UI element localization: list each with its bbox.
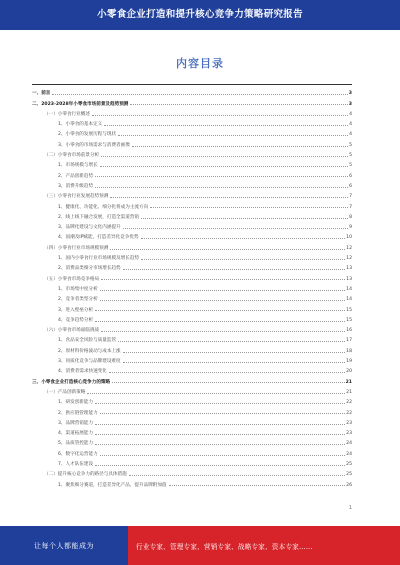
toc-leader-dots — [95, 434, 345, 435]
toc-entry[interactable] — [32, 240, 352, 250]
toc-leader-dots — [95, 176, 348, 177]
toc-entry[interactable] — [32, 313, 352, 323]
toc-leader-dots — [100, 455, 345, 456]
toc-entry[interactable] — [32, 457, 352, 467]
toc-leader-dots — [141, 238, 346, 239]
toc-entry-label: 4、渠道拓展能力 — [58, 431, 94, 437]
toc-entry[interactable] — [32, 416, 352, 426]
toc-entry-label: 一、前言 — [32, 91, 51, 97]
toc-leader-dots — [100, 290, 345, 291]
toc-entry-label: 2、线上线下融合发展，打造全渠道营销 — [58, 214, 140, 220]
toc-entry-page: 24 — [346, 451, 352, 457]
toc-entry[interactable] — [32, 292, 352, 302]
toc-leader-dots — [92, 115, 348, 116]
toc-entry-page: 5 — [349, 163, 352, 169]
toc-entry-label: 3、品牌化建设与文化内涵提升 — [58, 225, 121, 231]
toc-entry[interactable] — [32, 107, 352, 117]
toc-entry-page: 8 — [349, 214, 352, 220]
toc-leader-dots — [104, 125, 348, 126]
toc-entry-label: 1、食品安全风险与质量监管 — [58, 338, 117, 344]
toc-entry-label: 2、供应链管理能力 — [58, 410, 98, 416]
toc-leader-dots — [129, 475, 345, 476]
toc-entry-label: 1、聚焦细分赛道，打造差异化产品，提升品牌附加值 — [58, 482, 167, 488]
toc-entry[interactable] — [32, 220, 352, 230]
toc-entry[interactable] — [32, 158, 352, 168]
toc-entry-page: 14 — [346, 297, 352, 303]
toc-entry-label: 1、市场规模与增长 — [58, 163, 98, 169]
toc-entry-page: 25 — [346, 472, 352, 478]
toc-entry-label: 2、小零食的发展历程与现状 — [58, 132, 117, 138]
toc-entry[interactable] — [32, 364, 352, 374]
toc-entry[interactable] — [32, 323, 352, 333]
toc-entry[interactable] — [32, 179, 352, 189]
toc-leader-dots — [118, 135, 348, 136]
toc-entry[interactable] — [32, 261, 352, 271]
toc-entry-label: （五）小零食市场竞争格局 — [44, 276, 100, 282]
toc-entry-label: （一）产品创新策略 — [44, 389, 86, 395]
toc-entry-page: 7 — [349, 194, 352, 200]
toc-entry-page: 3 — [348, 101, 352, 107]
toc-entry-label: 1、市场集中度分析 — [58, 286, 98, 292]
toc-leader-dots — [95, 465, 345, 466]
toc-entry-page: 14 — [346, 286, 352, 292]
toc-entry[interactable] — [32, 354, 352, 364]
toc-entry-label: 1、国内小零食行业市场规模及增长趋势 — [58, 256, 140, 262]
toc-entry-label: （一）小零食行业概述 — [44, 111, 90, 117]
toc-entry[interactable] — [32, 426, 352, 436]
toc-entry-page: 12 — [346, 256, 352, 262]
toc-entry-label: （二）提升核心竞争力的路径与具体措施 — [44, 472, 127, 478]
toc-list — [32, 86, 352, 488]
report-title: 小零食企业打造和提升核心竞争力策略研究报告 — [97, 9, 303, 20]
toc-leader-dots — [123, 352, 345, 353]
toc-leader-dots — [130, 104, 347, 105]
toc-entry[interactable] — [32, 467, 352, 477]
toc-leader-dots — [95, 444, 345, 445]
toc-entry-label: （三）小零食行业发展趋势预测 — [44, 194, 109, 200]
toc-entry[interactable] — [32, 137, 352, 147]
toc-entry-label: 1、研发创新能力 — [58, 400, 94, 406]
toc-leader-dots — [52, 94, 347, 95]
toc-title: 内容目录 — [176, 57, 224, 70]
toc-entry-label: 2、竞争者类型分析 — [58, 297, 98, 303]
toc-entry-label: 二、2023-2028年小零食市场前景及趋势预测 — [32, 101, 129, 107]
toc-entry[interactable] — [32, 374, 352, 384]
toc-entry-page: 13 — [346, 266, 352, 272]
toc-leader-dots — [101, 331, 345, 332]
toc-entry-page: 23 — [346, 431, 352, 437]
toc-entry[interactable] — [32, 395, 352, 405]
toc-leader-dots — [109, 372, 345, 373]
toc-leader-dots — [101, 156, 348, 157]
toc-leader-dots — [95, 187, 348, 188]
toc-entry-label: 2、消费品类细分市场增长趋势 — [58, 266, 121, 272]
toc-leader-dots — [100, 413, 345, 414]
toc-entry-label: 4、国潮及IP赋能，打造差异化竞争优势 — [58, 235, 139, 241]
toc-entry[interactable] — [32, 251, 352, 261]
toc-entry[interactable] — [32, 210, 352, 220]
toc-leader-dots — [87, 393, 345, 394]
toc-entry-page: 6 — [349, 183, 352, 189]
toc-entry-page: 4 — [349, 132, 352, 138]
toc-entry-label: （四）小零食行业市场规模预测 — [44, 245, 109, 251]
toc-entry-label: 3、小零食的市场需求与消费者画像 — [58, 142, 130, 148]
toc-entry-label: 5、品质管控能力 — [58, 441, 94, 447]
toc-leader-dots — [110, 249, 345, 250]
toc-leader-dots — [95, 310, 345, 311]
toc-leader-dots — [169, 485, 346, 486]
toc-entry[interactable] — [32, 86, 352, 96]
report-header — [0, 0, 400, 30]
toc-entry-page: 12 — [346, 245, 352, 251]
toc-entry[interactable] — [32, 96, 352, 106]
toc-entry-page: 20 — [346, 369, 352, 375]
toc-entry-label: 4、竞争趋势分析 — [58, 317, 94, 323]
toc-entry-page: 16 — [346, 328, 352, 334]
toc-leader-dots — [95, 403, 345, 404]
toc-entry[interactable] — [32, 189, 352, 199]
toc-entry[interactable] — [32, 271, 352, 281]
toc-leader-dots — [100, 300, 345, 301]
footer-slogan-left: 让每个人都能成为 — [0, 526, 128, 565]
toc-entry-page: 15 — [346, 307, 352, 313]
toc-leader-dots — [118, 341, 345, 342]
toc-entry-page: 18 — [346, 348, 352, 354]
toc-leader-dots — [123, 269, 345, 270]
toc-entry-page: 21 — [345, 379, 352, 385]
footer-banner — [0, 526, 400, 565]
toc-entry[interactable] — [32, 385, 352, 395]
toc-entry-label: 3、同质化竞争与品牌建设难度 — [58, 359, 121, 365]
toc-entry[interactable] — [32, 333, 352, 343]
toc-entry[interactable] — [32, 199, 352, 209]
toc-entry[interactable] — [32, 117, 352, 127]
toc-entry-label: 2、产品创新趋势 — [58, 173, 94, 179]
toc-entry-label: 2、原材料价格波动与成本上涨 — [58, 348, 121, 354]
toc-entry[interactable] — [32, 168, 352, 178]
toc-leader-dots — [101, 279, 345, 280]
toc-entry-page: 19 — [346, 359, 352, 365]
toc-leader-dots — [95, 321, 345, 322]
toc-entry-label: 3、消费升级趋势 — [58, 183, 94, 189]
toc-leader-dots — [132, 146, 348, 147]
toc-leader-dots — [123, 362, 345, 363]
toc-leader-dots — [110, 197, 348, 198]
toc-entry-label: 3、品牌营销能力 — [58, 420, 94, 426]
toc-entry-label: （六）小零食市场面临挑战 — [44, 328, 100, 334]
toc-entry-page: 17 — [346, 338, 352, 344]
toc-leader-dots — [150, 207, 348, 208]
toc-entry-page: 22 — [346, 400, 352, 406]
toc-entry-page: 24 — [346, 441, 352, 447]
toc-entry[interactable] — [32, 436, 352, 446]
toc-entry-page: 7 — [349, 204, 352, 210]
toc-entry-page: 13 — [346, 276, 352, 282]
toc-entry-page: 5 — [349, 153, 352, 159]
toc-entry[interactable] — [32, 405, 352, 415]
toc-entry-page: 25 — [346, 461, 352, 467]
toc-entry-page: 5 — [349, 142, 352, 148]
toc-top-rule — [32, 84, 352, 85]
toc-entry-page: 3 — [348, 91, 352, 97]
toc-entry-page: 6 — [349, 173, 352, 179]
toc-entry-page: 15 — [346, 317, 352, 323]
toc-entry-label: 6、数字化运营能力 — [58, 451, 98, 457]
toc-entry-label: 三、小零食企业打造核心竞争力的策略 — [32, 379, 111, 385]
toc-entry-page: 21 — [346, 389, 352, 395]
toc-entry-page: 22 — [346, 410, 352, 416]
toc-entry-label: 1、小零食的基本定义 — [58, 122, 103, 128]
page-number: 1 — [348, 505, 352, 511]
toc-entry-page: 10 — [346, 235, 352, 241]
toc-leader-dots — [95, 424, 345, 425]
toc-entry[interactable] — [32, 148, 352, 158]
toc-entry-label: 3、进入壁垒分析 — [58, 307, 94, 313]
toc-leader-dots — [141, 218, 348, 219]
toc-entry-page: 9 — [349, 225, 352, 231]
toc-entry[interactable] — [32, 127, 352, 137]
toc-entry[interactable] — [32, 343, 352, 353]
toc-entry[interactable] — [32, 230, 352, 240]
toc-leader-dots — [123, 228, 348, 229]
toc-entry-label: 7、人才队伍建设 — [58, 461, 94, 467]
toc-entry-label: 4、消费者需求快速变化 — [58, 369, 107, 375]
toc-leader-dots — [141, 259, 345, 260]
toc-entry-page: 4 — [349, 122, 352, 128]
toc-entry[interactable] — [32, 282, 352, 292]
toc-entry-label: 1、健康化、功能化、细分化将成为主流方向 — [58, 204, 149, 210]
toc-entry-page: 4 — [349, 111, 352, 117]
toc-entry-page: 26 — [346, 482, 352, 488]
toc-entry-label: （二）小零食市场前景分析 — [44, 153, 100, 159]
toc-entry[interactable] — [32, 302, 352, 312]
toc-leader-dots — [100, 166, 348, 167]
footer-slogan-right: 行业专家、管理专家、营销专家、战略专家、资本专家…… — [128, 526, 400, 565]
toc-entry[interactable] — [32, 477, 352, 487]
toc-entry-page: 23 — [346, 420, 352, 426]
toc-leader-dots — [112, 382, 344, 383]
toc-entry[interactable] — [32, 446, 352, 456]
